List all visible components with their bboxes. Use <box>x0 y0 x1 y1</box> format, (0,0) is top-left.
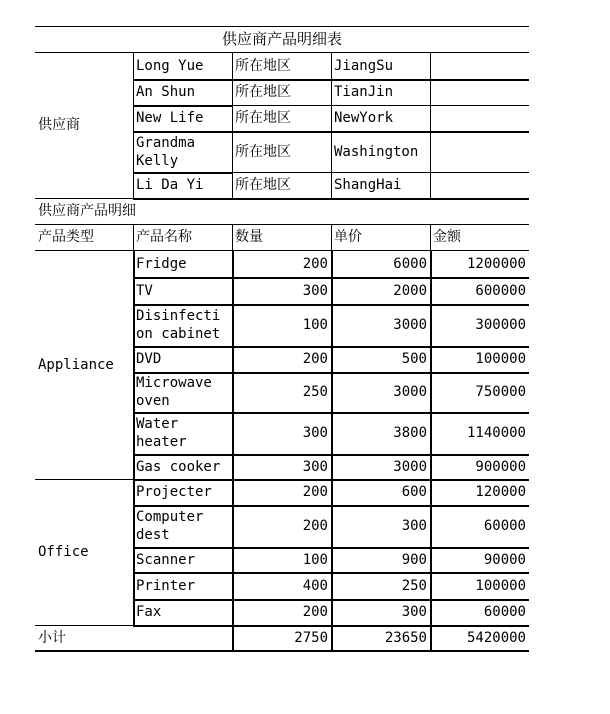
quantity-cell: 200 <box>302 518 328 534</box>
product-name: TV <box>136 282 153 299</box>
grid-line <box>35 479 529 480</box>
grid-line <box>430 224 431 250</box>
grid-line <box>35 650 529 652</box>
grid-line <box>331 52 332 198</box>
amount-cell: 120000 <box>475 484 526 500</box>
grid-line <box>331 250 333 479</box>
product-name: Microwave oven <box>136 375 212 409</box>
subtotal-amount: 5420000 <box>466 629 526 646</box>
grid-line <box>430 625 432 650</box>
product-name: Water heater <box>136 416 187 450</box>
supplier-name: New Life <box>136 110 204 126</box>
column-header: 产品类型 <box>38 229 94 245</box>
detail-section-title: 供应商产品明细 <box>38 203 136 219</box>
region-label: 所在地区 <box>235 177 291 193</box>
amount-cell: 90000 <box>483 551 526 568</box>
supplier-label: 供应商 <box>38 117 80 133</box>
region-label: 所在地区 <box>235 110 291 126</box>
column-header: 单价 <box>334 229 362 245</box>
product-name: Computer dest <box>136 509 204 543</box>
quantity-cell: 200 <box>302 351 328 367</box>
region-label: 所在地区 <box>235 57 291 74</box>
amount-cell: 900000 <box>475 458 526 475</box>
quantity-cell: 250 <box>302 384 328 400</box>
grid-line <box>331 625 333 650</box>
unit-price-cell: 6000 <box>393 255 427 272</box>
grid-line <box>331 479 333 625</box>
grid-line <box>133 52 134 198</box>
grid-line <box>133 105 232 107</box>
quantity-cell: 200 <box>302 484 328 500</box>
grid-line <box>232 52 233 198</box>
column-header: 产品名称 <box>136 229 192 245</box>
grid-line <box>232 250 234 479</box>
product-name: Disinfecti on cabinet <box>136 308 221 342</box>
quantity-cell: 300 <box>302 458 328 475</box>
unit-price-cell: 2000 <box>393 282 427 299</box>
amount-cell: 100000 <box>475 577 526 594</box>
amount-cell: 600000 <box>475 282 526 299</box>
product-name: Printer <box>136 577 196 594</box>
product-name: Gas cooker <box>136 458 221 475</box>
supplier-name: An Shun <box>136 84 196 100</box>
grid-line <box>430 479 432 625</box>
amount-cell: 750000 <box>475 384 526 400</box>
quantity-cell: 300 <box>302 282 328 299</box>
grid-line <box>232 625 234 650</box>
grid-line <box>331 224 332 250</box>
quantity-cell: 200 <box>302 255 328 272</box>
region-value: Washington <box>334 143 419 160</box>
grid-line <box>430 52 431 198</box>
product-name: Fridge <box>136 255 187 272</box>
region-value: JiangSu <box>334 57 394 74</box>
column-header: 金额 <box>433 229 461 245</box>
unit-price-cell: 3000 <box>393 458 427 475</box>
subtotal-qty: 2750 <box>294 629 328 646</box>
supplier-name: Long Yue <box>136 57 204 74</box>
subtotal-label: 小计 <box>38 629 66 646</box>
unit-price-cell: 3000 <box>393 317 427 333</box>
quantity-cell: 400 <box>302 577 328 594</box>
grid-line <box>35 625 529 626</box>
unit-price-cell: 500 <box>401 351 427 367</box>
product-name: Projecter <box>136 484 212 500</box>
grid-line <box>133 479 135 625</box>
product-type: Appliance <box>38 356 114 373</box>
region-value: ShangHai <box>334 177 402 193</box>
amount-cell: 60000 <box>483 604 526 620</box>
grid-line <box>430 250 432 479</box>
unit-price-cell: 600 <box>401 484 427 500</box>
grid-line <box>35 250 529 251</box>
unit-price-cell: 300 <box>401 604 427 620</box>
quantity-cell: 200 <box>302 604 328 620</box>
supplier-name: Grandma Kelly <box>136 134 196 169</box>
product-name: DVD <box>136 351 162 367</box>
grid-line <box>133 250 135 479</box>
unit-price-cell: 900 <box>401 551 427 568</box>
grid-line <box>232 479 234 625</box>
grid-line <box>232 224 233 250</box>
quantity-cell: 300 <box>302 425 328 441</box>
grid-line <box>133 172 232 174</box>
amount-cell: 60000 <box>483 518 526 534</box>
grid-line <box>35 224 529 225</box>
unit-price-cell: 300 <box>401 518 427 534</box>
product-type: Office <box>38 544 89 560</box>
amount-cell: 1200000 <box>466 255 526 272</box>
unit-price-cell: 250 <box>401 577 427 594</box>
amount-cell: 300000 <box>475 317 526 333</box>
grid-line <box>35 198 529 199</box>
region-value: NewYork <box>334 110 394 126</box>
subtotal-price: 23650 <box>384 629 427 646</box>
unit-price-cell: 3800 <box>393 425 427 441</box>
unit-price-cell: 3000 <box>393 384 427 400</box>
grid-line <box>133 79 232 81</box>
amount-cell: 1140000 <box>466 425 526 441</box>
region-label: 所在地区 <box>235 143 291 160</box>
product-name: Scanner <box>136 551 196 568</box>
region-value: TianJin <box>334 84 394 100</box>
quantity-cell: 100 <box>302 317 328 333</box>
supplier-name: Li Da Yi <box>136 177 204 193</box>
column-header: 数量 <box>235 229 263 245</box>
sheet-title: 供应商产品明细表 <box>221 30 342 48</box>
amount-cell: 100000 <box>475 351 526 367</box>
quantity-cell: 100 <box>302 551 328 568</box>
grid-line <box>133 224 134 250</box>
grid-line <box>35 26 529 27</box>
product-name: Fax <box>136 604 162 620</box>
grid-line <box>35 52 529 53</box>
region-label: 所在地区 <box>235 84 291 100</box>
